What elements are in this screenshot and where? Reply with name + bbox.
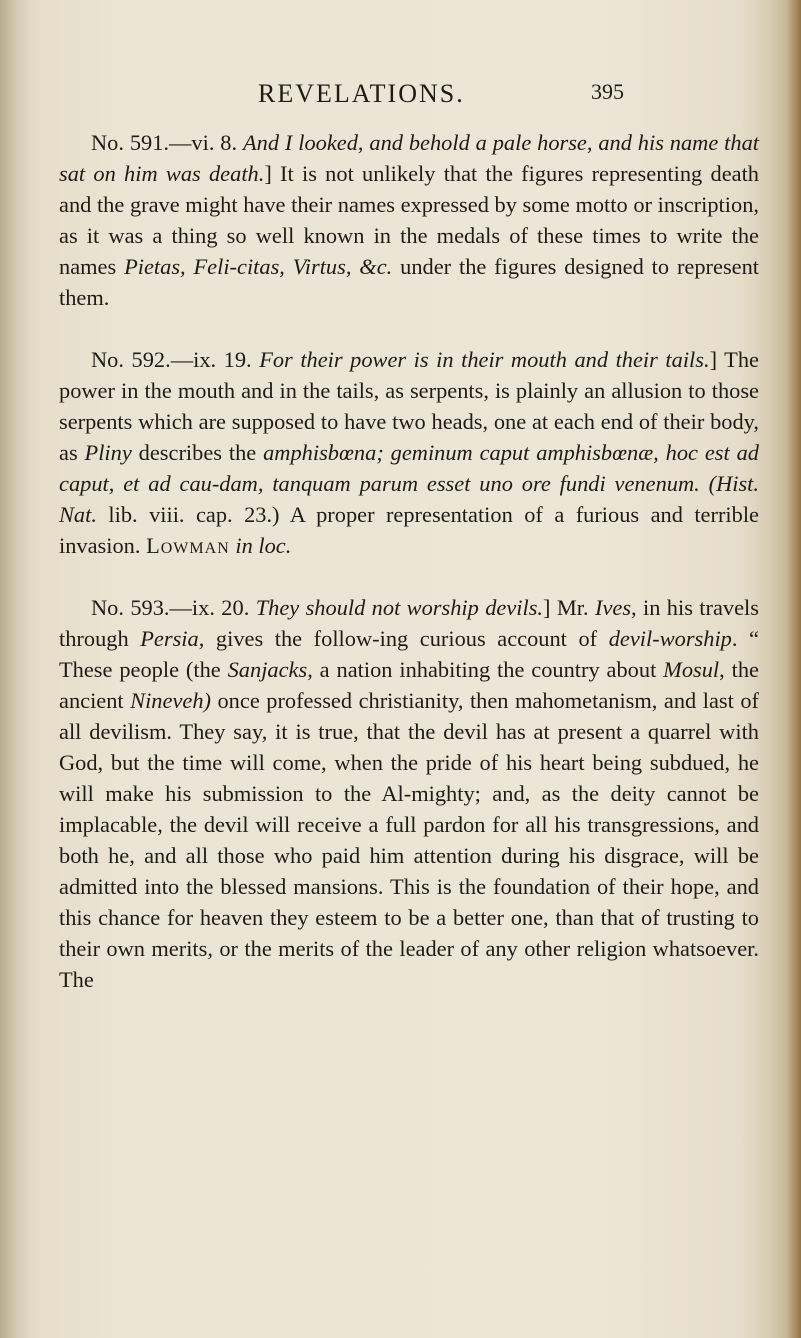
signature-name: Lowman [146,533,230,558]
entry-number: No. 592. [91,347,171,372]
place-persia: Persia [140,626,199,651]
page-edge [787,0,801,1338]
author-name: Pliny [84,440,132,465]
text-segment: once professed christianity, then mahometanism, and last of all devilism. They say, it is true, that the devil has at present a quarrel with God, but the time will come, when the pride of his heart being subdued, he will make his submission to the Al-mighty; and, as the deity cannot be implacable, the devil will receive a full pardon for all his transgressions, and both he, and all those who paid him attention during his disgrace, will be admitted into the blessed mansions. This is the foundation of their hope, and this chance for heaven they esteem to be a better one, than that of trusting to their own merits, or the merits of the leader of any other religion whatsoever. The [59,688,759,992]
verse-ref: —vi. 8. [169,130,238,155]
page-body [59,127,759,995]
text-segment: , the ancient [59,657,759,713]
latin-term: amphisbœna [263,440,377,465]
entry-number: No. 591. [91,130,170,155]
italic-names: Pietas, Feli-citas, Virtus, &c. [124,254,393,279]
people-sanjacks: Sanjacks [227,657,308,682]
text-segment: , a nation inhabiting the country about [307,657,664,682]
name-ives: Ives [594,595,632,620]
page-number: 395 [591,79,624,104]
page-gutter-shadow [0,0,30,1338]
entry-number: No. 593. [91,595,170,620]
citation-detail: lib. viii. cap. 23.) [96,502,280,527]
commentary: It is not unlikely that the figures representing death and the grave might have their names expressed by some motto or inscription, as it was a thing so well known in the medals of these times to write the names [59,161,759,279]
verse-ref: —ix. 20. [169,595,250,620]
latin-quote: ; geminum caput amphisbœnæ, hoc est ad caput, et ad cau-dam, tanquam parum esset uno ore fundi venenum. [59,440,759,496]
verse-quote: For their power is in their mouth and their tails. [259,347,710,372]
commentary: The power in the mouth and in the tails, as serpents, is plainly an allusion to those serpents which are supposed to have two heads, one at each end of their body, as [59,347,759,465]
place-nineveh: Nineveh) [130,688,211,713]
entry-593: No. 593.—ix. 20. They should not worship devils.] Mr. Ives, in his travels through Persia, gives the follow-ing curious account of devil-worship. “ These people (the Sanjacks, a nation inhabiting the country about Mosul, the ancient Nineveh) once professed christianity, then mahometanism, and last of all devilism. They say, it is true, that the devil has at present a quarrel with God, but the time will come, when the pride of his heart being subdued, he will make his submission to the Al-mighty; and, as the deity cannot be implacable, the devil will receive a full pardon for all his transgressions, and both he, and all those who paid him attention during his disgrace, will be admitted into the blessed mansions. This is the foundation of their hope, and this chance for heaven they esteem to be a better one, than that of trusting to their own merits, or the merits of the leader of any other religion whatsoever. The [59,595,759,992]
entry-592: No. 592.—ix. 19. For their power is in their mouth and their tails.] The power in the mouth and in the tails, as serpents, is plainly an allusion to those serpents which are supposed to have two heads, one at each end of their body, as Pliny describes the amphisbœna; geminum caput amphisbœnæ, hoc est ad caput, et ad cau-dam, tanquam parum esset uno ore fundi venenum. (Hist. Nat. lib. viii. cap. 23.) A proper representation of a furious and terrible invasion. Lowman in loc. [59,347,759,558]
verse-quote: They should not worship devils. [255,595,544,620]
text-segment: , in his travels through [59,595,759,651]
signature-loc: in loc. [235,533,292,558]
text-segment: Mr. [550,595,595,620]
citation: (Hist. Nat. [59,471,759,527]
commentary-end: A proper representation of a furious and terrible invasion. [59,502,759,558]
text-segment: . “ These people (the [59,626,759,682]
verse-ref: —ix. 19. [170,347,252,372]
text-segment: , gives the follow-ing curious account of [198,626,609,651]
commentary-end: under the figures designed to represent them. [59,254,760,310]
entry-591: No. 591.—vi. 8. And I looked, and behold a pale horse, and his name that sat on him was death.] It is not unlikely that the figures representing death and the grave might have their names expressed by some motto or inscription, as it was a thing so well known in the medals of these times to write the names Pietas, Feli-citas, Virtus, &c. under the figures designed to represent them. [59,130,760,310]
verse-quote: And I looked, and behold a pale horse, and his name that sat on him was death. [59,130,759,186]
running-title: REVELATIONS. [258,79,465,108]
term-devil-worship: devil-worship [608,626,732,651]
commentary-middle: describes the [131,440,264,465]
running-header [258,79,624,109]
place-mosul: Mosul [663,657,720,682]
